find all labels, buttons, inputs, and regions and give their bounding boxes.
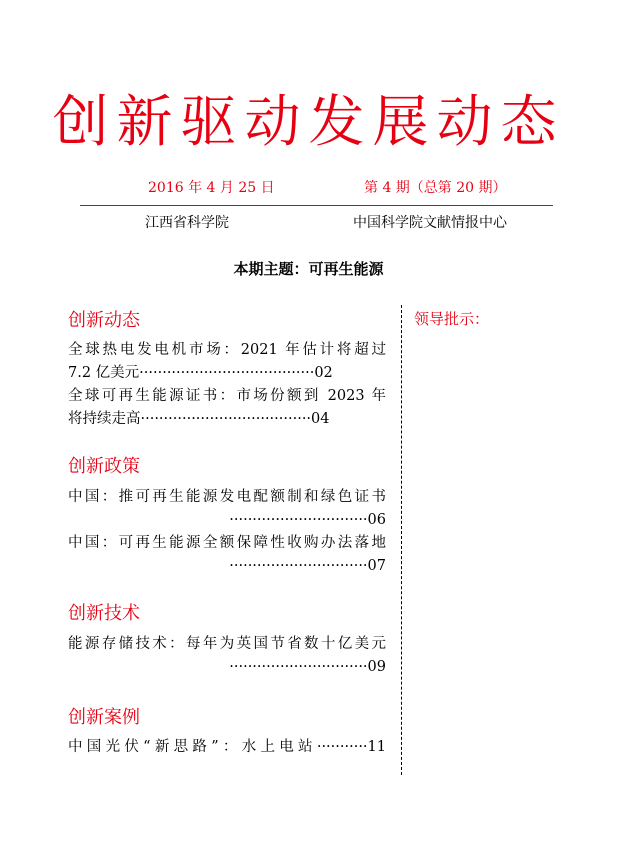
- toc-entry-line1: 能源存储技术：每年为英国节省数十亿美元: [68, 636, 386, 652]
- org-info-center: 中国科学院文献情报中心: [353, 215, 507, 231]
- toc-entry-line2: ······························09: [229, 659, 386, 675]
- issue-number: 第 4 期（总第 20 期）: [364, 180, 507, 196]
- issue-theme: 本期主题：可再生能源: [233, 260, 384, 278]
- toc-entry-line2: ······························06: [229, 512, 386, 528]
- toc-entry[interactable]: [68, 532, 386, 578]
- toc-entry[interactable]: [68, 633, 386, 679]
- masthead-title: 创新驱动发展动态: [52, 90, 565, 155]
- toc-entry-line2: 7.2 亿美元······································02: [68, 365, 333, 381]
- toc-entry[interactable]: [68, 486, 386, 532]
- section-title-cases: 创新案例: [68, 707, 140, 728]
- org-jiangxi-academy: 江西省科学院: [145, 215, 229, 231]
- leader-comments-label: 领导批示：: [414, 310, 490, 328]
- toc-entry-line2: 将持续走高·····································04: [68, 411, 330, 427]
- toc-entry-line1: 中国：可再生能源全额保障性收购办法落地: [68, 535, 386, 551]
- toc-entry-line1: 全球可再生能源证书：市场份额到 2023 年: [68, 388, 386, 404]
- toc-entry[interactable]: [68, 339, 386, 385]
- issue-date: 2016 年 4 月 25 日: [148, 180, 275, 196]
- section-title-policy: 创新政策: [68, 456, 140, 477]
- section-title-dynamics: 创新动态: [68, 310, 140, 331]
- toc-entry-line1: 中国光伏“新思路”：水上电站···········11: [68, 739, 386, 755]
- section-title-technology: 创新技术: [68, 603, 140, 624]
- toc-entry[interactable]: [68, 736, 386, 759]
- header-divider: [80, 205, 553, 206]
- toc-entry[interactable]: [68, 385, 386, 431]
- toc-entry-line2: ······························07: [229, 558, 386, 574]
- toc-entry-line1: 全球热电发电机市场：2021 年估计将超过: [68, 342, 386, 358]
- column-divider: [401, 305, 402, 775]
- toc-entry-line1: 中国：推可再生能源发电配额制和绿色证书: [68, 489, 386, 505]
